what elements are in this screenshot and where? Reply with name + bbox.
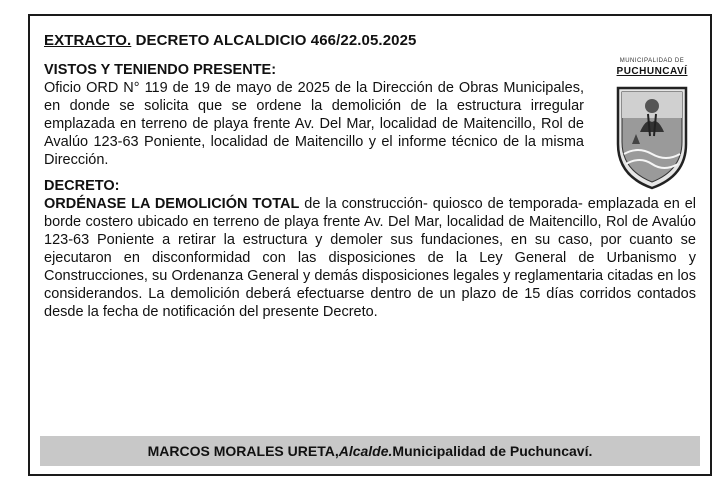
notice-content <box>44 32 696 321</box>
decree-notice <box>28 14 712 476</box>
decreto-text: de la construcción- quiosco de temporada- emplazada en el borde costero ubicado en terreno de playa frente Av. Del Mar, localidad de Maitencillo, Rol de Avalúo 123-63 Poniente a retirar la estructura y demoler sus fundaciones, en su caso, por cuanto se ejecutaron en disconformidad con las disposiciones de la Ley General de Urbanismo y Construcciones, su Ordenanza General y demás disposiciones legales y reglamentaria citadas en los considerandos. La demolición deberá efectuarse dentro de un plazo de 15 días corridos contados desde la fecha de notificación del presente Decreto. <box>44 196 696 320</box>
decreto-body <box>44 195 696 321</box>
vistos-heading: VISTOS Y TENIENDO PRESENTE: <box>44 62 277 78</box>
signer-org: Municipalidad de Puchuncaví. <box>392 443 593 459</box>
logo-name: PUCHUNCAVÍ <box>616 66 688 77</box>
coat-of-arms-icon <box>612 84 692 192</box>
signature-bar <box>40 436 700 466</box>
vistos-body: Oficio ORD N° 119 de 19 de mayo de 2025 de la Dirección de Obras Municipales, en donde se solicita que se ordene la demolición de la estructura irregular emplazada en terreno de playa frente Av. Del Mar, localidad de Maitencillo, Rol de Avalúo 123-63 Poniente, localidad de Maitencillo y el informe técnico de la misma Dirección. <box>44 80 584 168</box>
logo-small-text: MUNICIPALIDAD DE <box>619 58 685 64</box>
signer-role: Alcalde. <box>338 443 393 459</box>
title-prefix: EXTRACTO. <box>44 32 132 49</box>
signer-name: MARCOS MORALES URETA, <box>147 443 339 459</box>
decreto-lead: ORDÉNASE LA DEMOLICIÓN TOTAL <box>44 196 300 212</box>
title-rest: DECRETO ALCALDICIO 466/22.05.2025 <box>131 32 417 49</box>
notice-title <box>44 32 696 49</box>
decreto-heading: DECRETO: <box>44 178 120 194</box>
municipality-logo <box>606 54 698 196</box>
